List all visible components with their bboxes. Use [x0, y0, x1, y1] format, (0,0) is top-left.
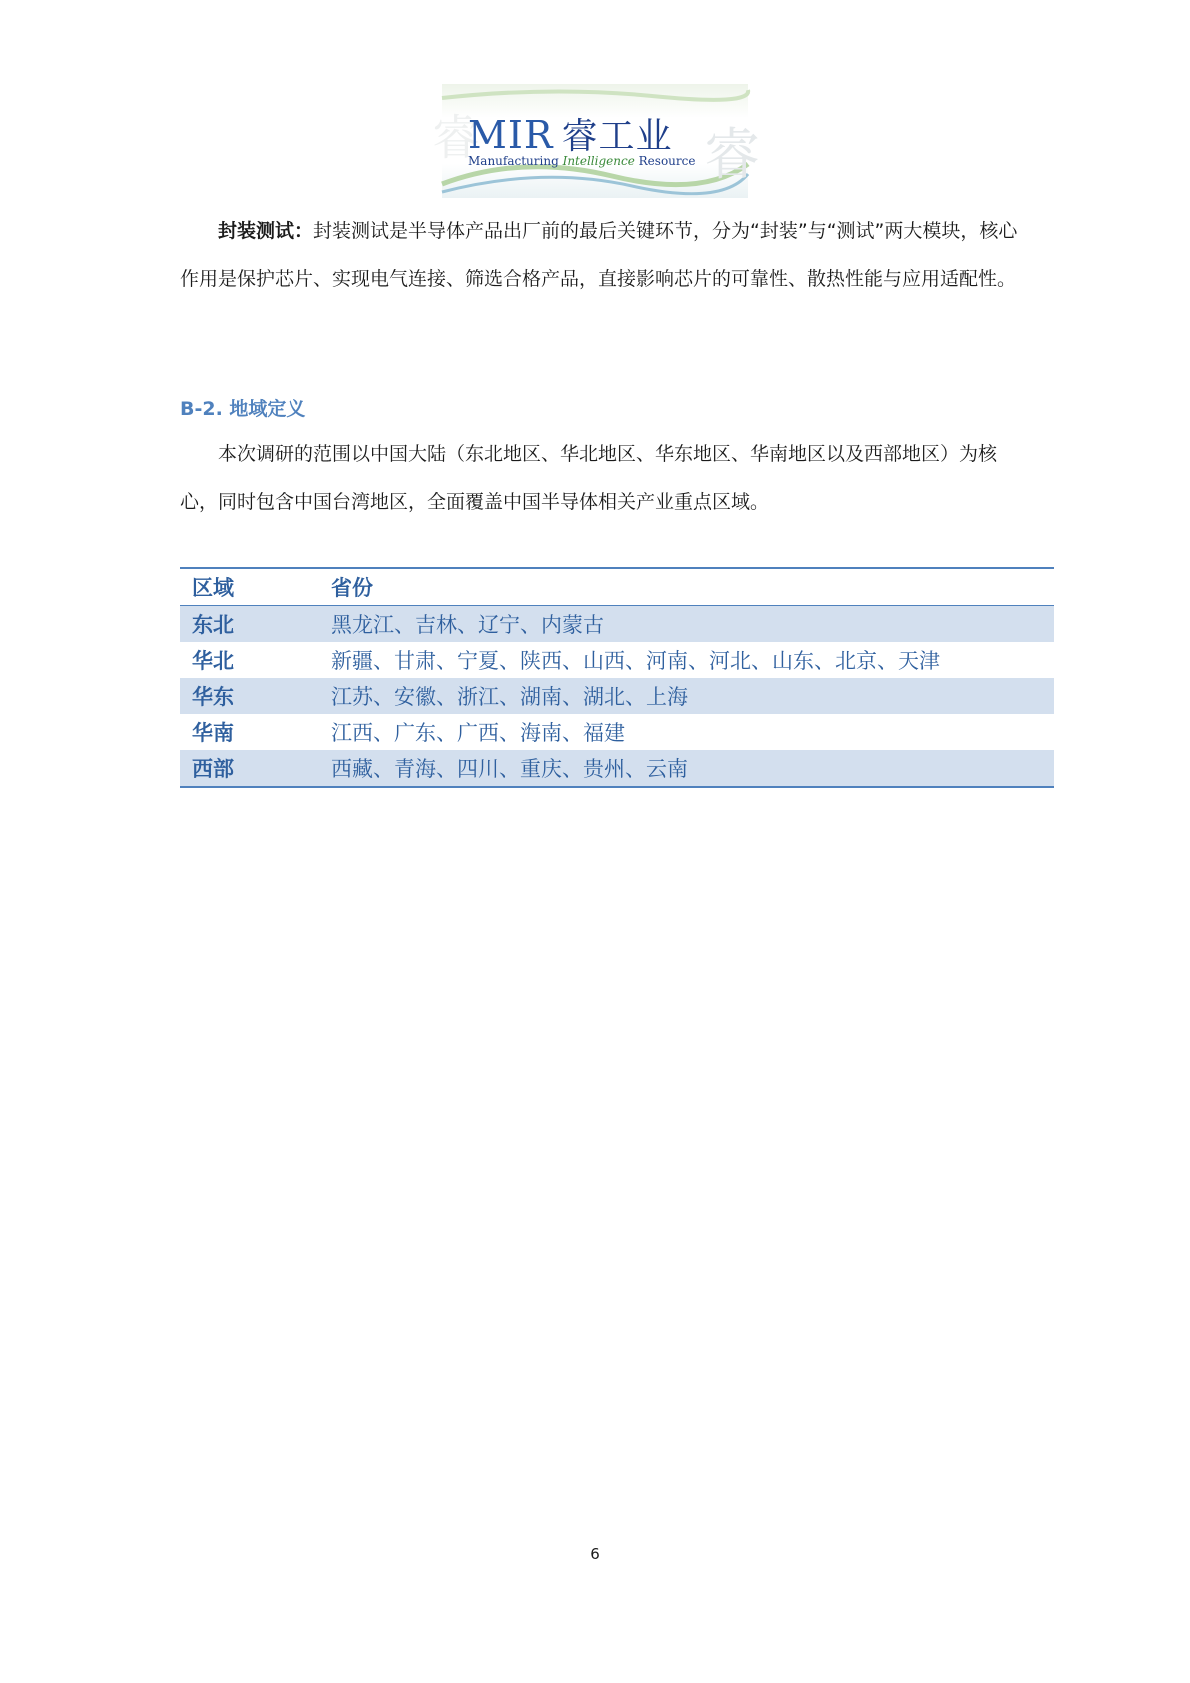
- table-row: [180, 678, 1054, 714]
- provinces-cell: 江苏、安徽、浙江、湖南、湖北、上海: [319, 678, 1054, 714]
- table-row: [180, 714, 1054, 750]
- logo-wordmark: [468, 108, 673, 159]
- mir-logo: [432, 84, 760, 198]
- svg-text:睿: 睿: [704, 123, 760, 188]
- table-header-row: [180, 568, 1054, 606]
- page-number: 6: [590, 1545, 600, 1563]
- provinces-cell: 江西、广东、广西、海南、福建: [331, 721, 625, 745]
- table-row: [180, 750, 1054, 787]
- logo-tagline-part3: Resource: [634, 154, 696, 168]
- packaging-testing-text: 封装测试是半导体产品出厂前的最后关键环节，分为“封装”与“测试”两大模块，核心作用是保护芯片、实现电气连接、筛选合格产品，直接影响芯片的可靠性、散热性能与应用适配性。: [180, 220, 1018, 290]
- table-row: [180, 606, 1054, 643]
- table-row: [180, 642, 1054, 678]
- table-header-provinces: 省份: [319, 568, 1054, 606]
- scope-paragraph: 本次调研的范围以中国大陆（东北地区、华北地区、华东地区、华南地区以及西部地区）为核心，同时包含中国台湾地区，全面覆盖中国半导体相关产业重点区域。: [180, 443, 998, 513]
- section-heading: B-2. 地域定义: [180, 398, 306, 420]
- provinces-cell: 新疆、甘肃、宁夏、陕西、山西、河南、河北、山东、北京、天津: [331, 649, 940, 673]
- logo-tagline-part1: Manufacturing: [468, 154, 563, 168]
- region-cell: 华东: [180, 678, 319, 714]
- region-cell: 华南: [192, 721, 234, 745]
- logo-brand-cn: 睿工业: [561, 116, 673, 157]
- region-cell: 东北: [180, 606, 319, 643]
- provinces-cell: 黑龙江、吉林、辽宁、内蒙古: [319, 606, 1054, 643]
- packaging-testing-paragraph: [180, 207, 1020, 303]
- logo-brand-latin: MIR: [468, 113, 554, 157]
- region-cell: 华北: [192, 649, 234, 673]
- table-header-region: 区域: [180, 568, 319, 606]
- svg-text:睿: 睿: [432, 110, 481, 166]
- region-cell: 西部: [180, 750, 319, 787]
- packaging-testing-term: 封装测试：: [218, 220, 314, 242]
- region-table: [180, 567, 1054, 788]
- logo-tagline-part2: Intelligence: [562, 154, 635, 168]
- logo-tagline: [468, 154, 695, 168]
- provinces-cell: 西藏、青海、四川、重庆、贵州、云南: [319, 750, 1054, 787]
